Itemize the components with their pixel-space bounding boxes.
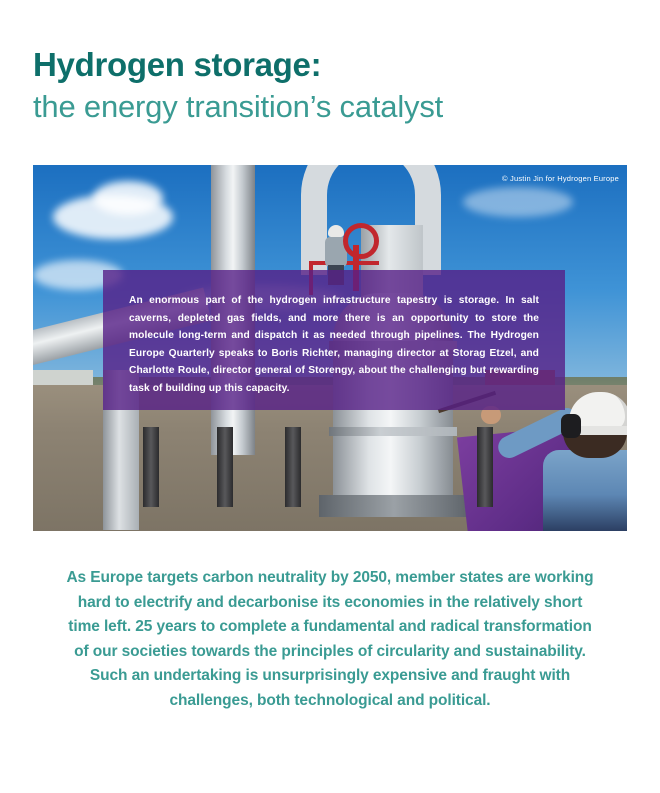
hero-image [33, 165, 627, 531]
vessel-band [329, 427, 457, 436]
bollard [143, 427, 159, 507]
vessel-base [319, 495, 469, 517]
worker-torso [543, 450, 627, 531]
standfirst-text: An enormous part of the hydrogen infrastructure tapestry is storage. In salt caverns, depleted gas fields, and more there is an opportunity to store the molecule long-term and dispatch it as needed through pipelines. The Hydrogen Europe Quarterly speaks to Boris Richter, managing director at Storag Etzel, and Charlotte Roule, director general of Storengy, about the challenging but rewarding task of building up this capacity. [129, 295, 539, 394]
bollard [477, 427, 493, 507]
cloud-shape [93, 181, 163, 215]
cloud-shape [463, 187, 573, 217]
standfirst-overlay [103, 270, 565, 410]
image-credit: © Justin Jin for Hydrogen Europe [502, 174, 619, 183]
bollard [217, 427, 233, 507]
ear-defender [561, 414, 581, 438]
title-line-1: Hydrogen storage: [33, 46, 322, 83]
red-valve-wheel [343, 223, 379, 259]
bollard [285, 427, 301, 507]
page-title [33, 44, 633, 128]
lead-paragraph: As Europe targets carbon neutrality by 2050, member states are working hard to electrify and decarbonise its economies in the relatively short time left. 25 years to complete a fundamental and radical transformation of our societies towards the principles of circularity and sustainability. Such an undertaking is unsurprisingly expensive and fraught with challenges, both technological and political. [66, 569, 594, 709]
title-line-2: the energy transition’s catalyst [33, 89, 444, 124]
